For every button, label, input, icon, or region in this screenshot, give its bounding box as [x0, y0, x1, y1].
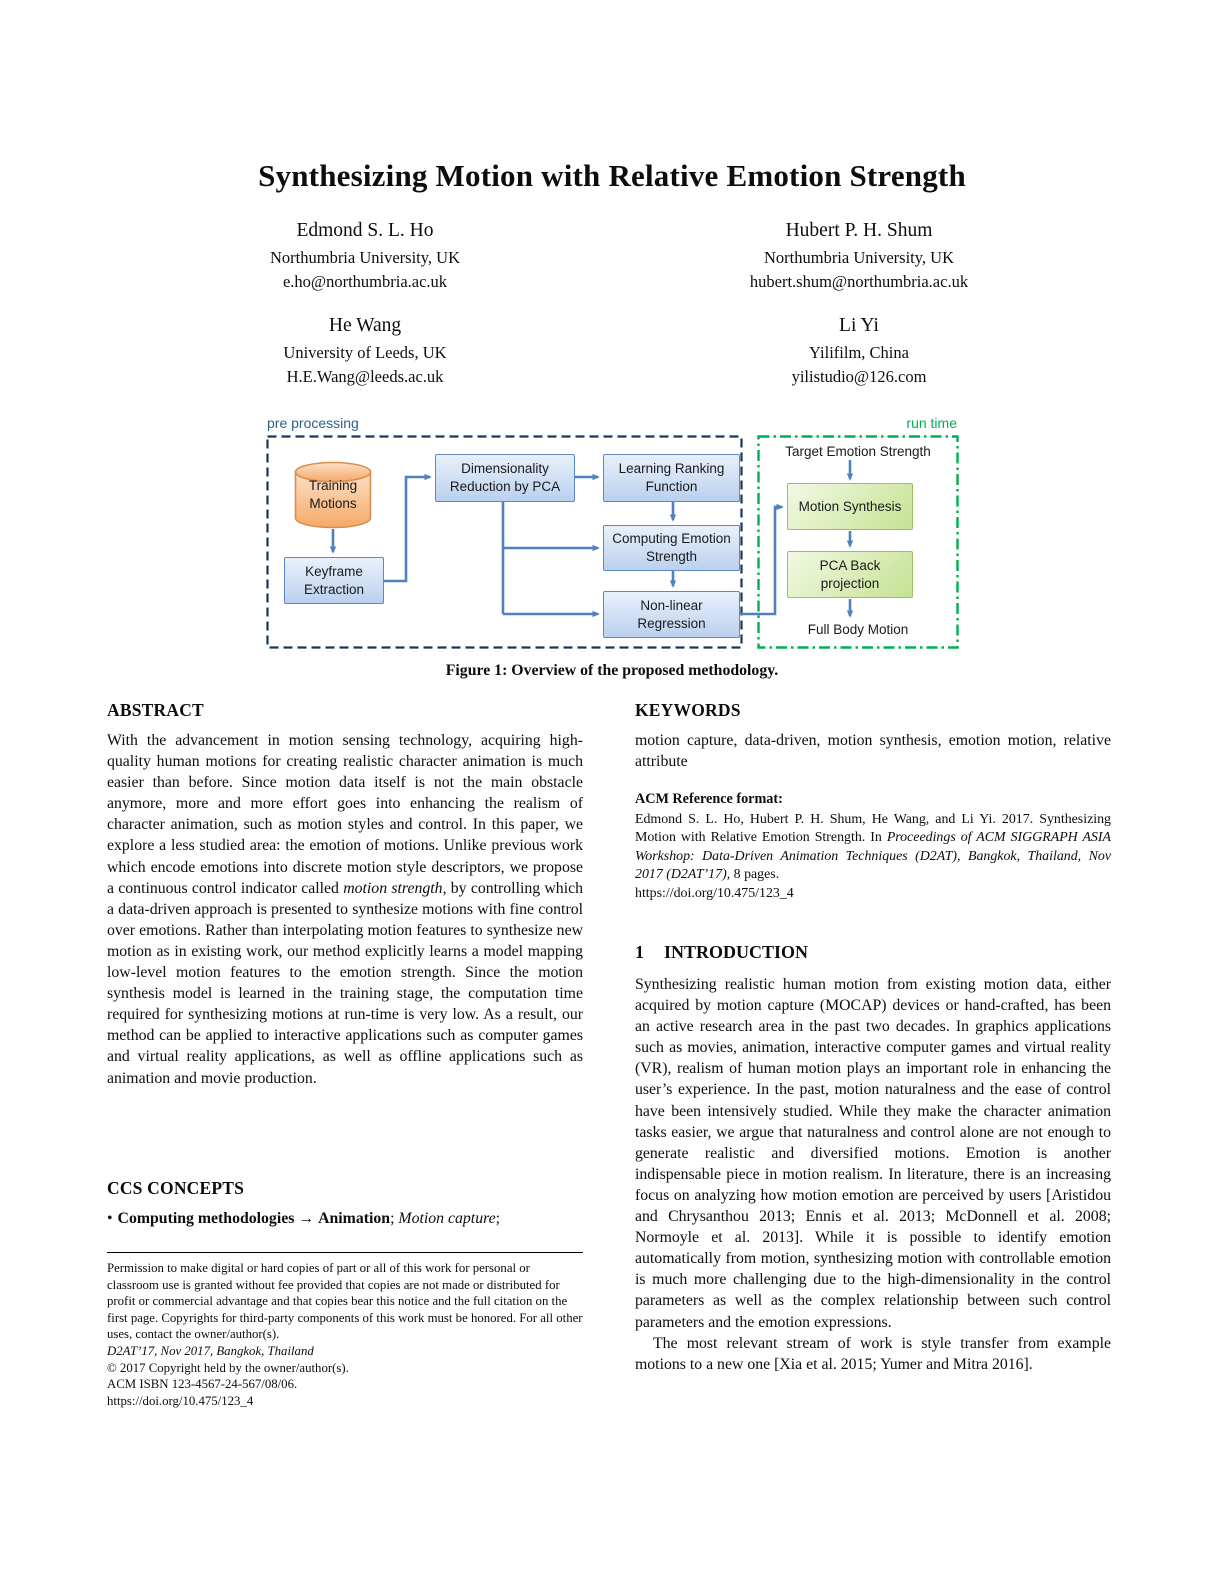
introduction-heading [635, 942, 1111, 963]
node-pca-back-projection: PCA Back projection [787, 551, 913, 598]
runtime-zone-frame [759, 437, 958, 648]
ccs-subcategory: Animation [318, 1210, 391, 1227]
abstract-section [107, 700, 583, 1089]
abstract-text-part2: , by controlling which a data-driven approach is presented to synthesize motions with fine control over emotions. Rather than interpolating motion features to synthesize new motion as in existing work, our method explicitly learns a model mapping low-level motion features to the emotion strength. Since the motion synthesis model is learned in the training stage, the computation time required for synthesizing motions at run-time is very low. As a result, our method can be applied to interactive applications such as computer games and virtual reality applications, as well as offline applications such as animation and movie production. [107, 879, 583, 1087]
preprocessing-zone-label: pre processing [267, 415, 359, 431]
ccs-separator: ; [390, 1210, 399, 1227]
author-name: Edmond S. L. Ho [296, 220, 434, 241]
author-name: Hubert P. H. Shum [785, 220, 933, 241]
abstract-italic-term: motion strength [343, 879, 443, 897]
node-nonlinear-regression: Non-linear Regression [603, 591, 740, 638]
keywords-text: motion capture, data-driven, motion synthesis, emotion motion, relative attribute [635, 732, 1111, 771]
author-column-left [107, 220, 623, 410]
acm-reference-section [635, 790, 1111, 904]
author-affiliation: Yilifilm, China [809, 343, 909, 362]
author-column-right [601, 220, 1117, 410]
introduction-paragraph-2: The most relevant stream of work is style transfer from example motions to a new one [Xia et al. 2015; Yumer and Mitra 2016]. [635, 1334, 1111, 1373]
node-dimensionality-reduction: Dimensionality Reduction by PCA [435, 454, 575, 502]
introduction-paragraph-1: Synthesizing realistic human motion from existing motion data, either acquired by motion capture (MOCAP) devices or hand-crafted, has been an active research area in the past two decades. In graphics applications such as movies, animation, interactive computer games and virtual reality (VR), realism of human motion plays an important role in enhancing the user’s experience. In the past, motion naturalness and the ease of control have been intensively studied. While they make the character animation tasks easier, we argue that naturalness and control alone are not enough to generate realistic and diversified motions. Emotion is another indispensable piece in motion realism. In literature, there is an increasing focus on analyzing how motion emotion are perceived by users [Aristidou and Chrysanthou 2013; Ennis et al. 2013; McDonnell et al. 2008; Normoyle et al. 2013]. While it is possible to identify emotion automatically from motion, synthesizing motion with controllable emotion is much more challenging due to the high-dimensionality in the control parameters as well as the complex relationship between such control parameters and the emotion expressions. [635, 976, 1111, 1331]
node-keyframe-extraction: Keyframe Extraction [284, 557, 384, 604]
author-name: He Wang [328, 315, 402, 336]
permission-text: Permission to make digital or hard copies of part or all of this work for personal or classroom use is granted without fee provided that copies are not made or distributed for profit or commercial advantage and that copies bear this notice and the full citation on the first page. Copyrights for third-party components of this work must be honored. For all other uses, contact the owner/author(s). [107, 1261, 583, 1342]
node-training-motions: Training Motions [308, 478, 358, 511]
doi-line: https://doi.org/10.475/123_4 [107, 1393, 254, 1408]
footnote-divider [107, 1252, 583, 1253]
ccs-arrow-glyph: → [294, 1210, 319, 1227]
runtime-zone-label: run time [906, 415, 957, 431]
author-block [601, 220, 1117, 294]
author-name: Li Yi [839, 315, 879, 336]
copyright-footnote [107, 1252, 583, 1409]
keywords-section [635, 700, 1111, 772]
author-email: hubert.shum@northumbria.ac.uk [749, 272, 969, 291]
bullet-glyph: • [107, 1210, 113, 1227]
section-number: 1 [635, 942, 644, 962]
keywords-heading: KEYWORDS [635, 700, 741, 720]
introduction-section [635, 942, 1111, 1375]
paper-title: Synthesizing Motion with Relative Emotion Strength [258, 158, 966, 193]
abstract-text [107, 730, 583, 1089]
acm-reference-part1: Edmond S. L. Ho, Hubert P. H. Shum, He Wang, and Li Yi. 2017. Synthesizing Motion with Relative Emotion Strength. In [635, 811, 1111, 846]
author-affiliation: Northumbria University, UK [269, 248, 461, 267]
author-affiliation: University of Leeds, UK [283, 343, 447, 362]
label-target-emotion-strength: Target Emotion Strength [785, 444, 931, 459]
abstract-text-part1: With the advancement in motion sensing technology, acquiring high-quality human motions for creating realistic character animation is much easier than before. Since motion data itself is not the main obstacle anymore, more and more effort goes into enhancing the realism of character animation, such as motion styles and control. In this paper, we explore a less studied area: the emotion of motions. Unlike previous work which encode emotions into discrete motion style descriptors, we propose a continuous control indicator called [107, 732, 583, 897]
figure-caption: Figure 1: Overview of the proposed methodology. [445, 662, 779, 679]
copyright-line: © 2017 Copyright held by the owner/author(s). [107, 1360, 349, 1375]
acm-reference-doi: https://doi.org/10.475/123_4 [635, 885, 794, 901]
author-email: yilistudio@126.com [791, 367, 927, 386]
author-email: H.E.Wang@leeds.ac.uk [286, 367, 444, 386]
ccs-category: Computing methodologies [117, 1210, 295, 1227]
venue-line: D2AT’17, Nov 2017, Bangkok, Thailand [107, 1343, 314, 1358]
ccs-italic-term: Motion capture [398, 1210, 496, 1227]
ccs-section [107, 1178, 583, 1229]
node-learning-ranking-function: Learning Ranking Function [603, 454, 740, 502]
author-block [107, 315, 623, 389]
author-email: e.ho@northumbria.ac.uk [282, 272, 448, 291]
author-block [107, 220, 623, 294]
label-full-body-motion: Full Body Motion [807, 622, 909, 637]
isbn-line: ACM ISBN 123-4567-24-567/08/06. [107, 1377, 298, 1392]
acm-reference-part2: , 8 pages. [726, 867, 780, 883]
abstract-heading: ABSTRACT [107, 700, 204, 720]
author-block [601, 315, 1117, 389]
ccs-separator: ; [495, 1210, 501, 1227]
node-motion-synthesis: Motion Synthesis [787, 483, 913, 530]
figure-1-flowchart [260, 415, 965, 653]
author-affiliation: Northumbria University, UK [763, 248, 955, 267]
acm-reference-proceedings: Proceedings of ACM SIGGRAPH ASIA Workshop: Data-Driven Animation Techniques (D2AT), Bangkok, Thailand, Nov 2017 (D2AT’17) [635, 830, 1111, 883]
section-title: INTRODUCTION [664, 942, 809, 962]
ccs-heading: CCS CONCEPTS [107, 1178, 245, 1198]
acm-reference-text [635, 811, 1111, 885]
acm-reference-heading: ACM Reference format: [635, 791, 783, 807]
node-computing-emotion-strength: Computing Emotion Strength [603, 525, 740, 571]
ccs-concepts-line [107, 1208, 583, 1229]
